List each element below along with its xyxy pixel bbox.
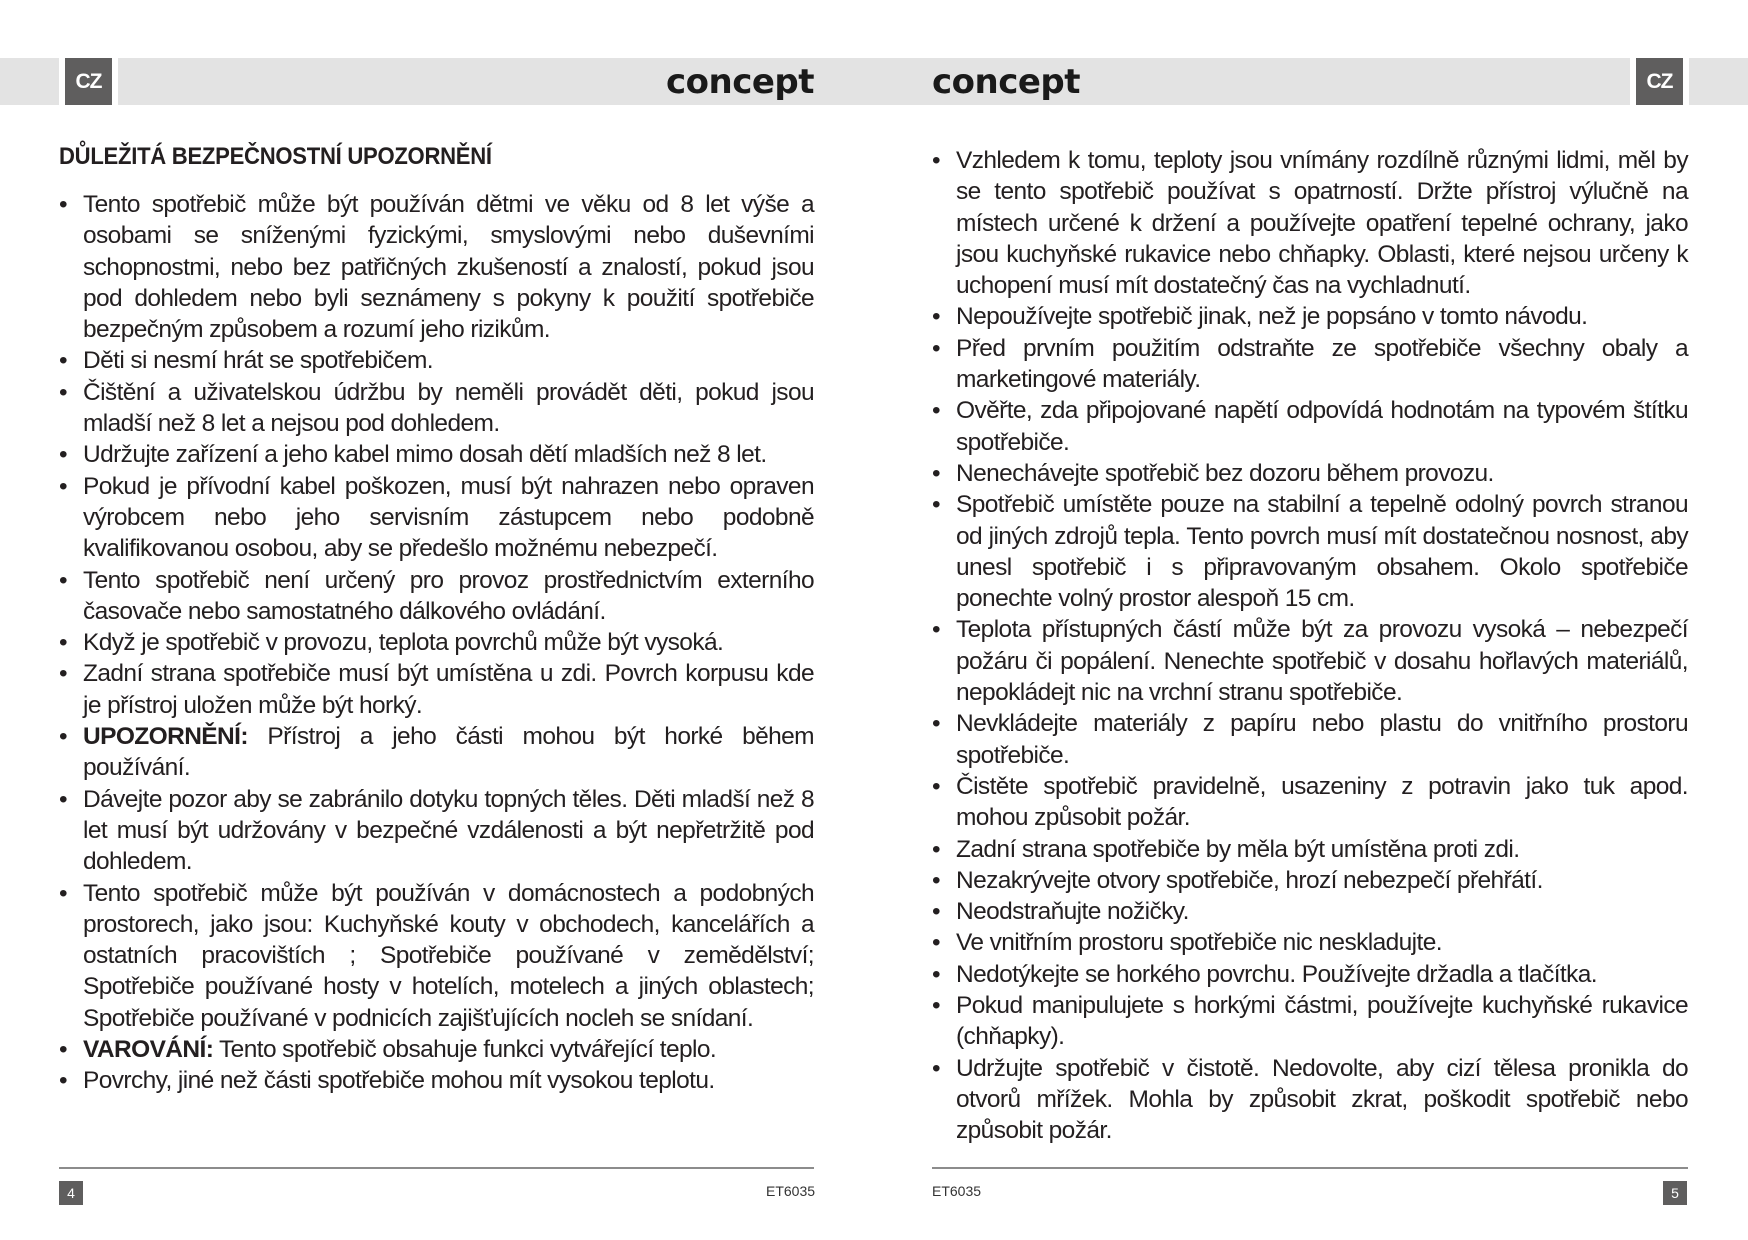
bullet-icon: •: [59, 1067, 67, 1095]
list-item: [59, 439, 814, 470]
list-item: [59, 565, 814, 628]
list-item-text: Před prvním použitím odstraňte ze spotřebiče všechny obaly a marketingové materiály.: [956, 334, 1688, 394]
language-badge-left: CZ: [65, 58, 112, 105]
list-item: [59, 471, 814, 565]
list-item: [59, 784, 814, 878]
list-item-text: Dávejte pozor aby se zabránilo dotyku topných těles. Děti mladší než 8 let musí být udržovány v bezpečné vzdálenosti a být nepřetržitě pod dohledem.: [83, 785, 814, 876]
list-item-text: Neodstraňujte nožičky.: [956, 898, 1189, 926]
bullet-icon: •: [932, 616, 940, 644]
list-item: [932, 708, 1688, 771]
list-item: [932, 959, 1688, 990]
bullet-icon: •: [932, 992, 940, 1020]
bullet-icon: •: [59, 566, 67, 594]
footer-rule-right: [932, 1167, 1688, 1169]
language-badge-right: CZ: [1636, 58, 1683, 105]
safety-list-left: [59, 189, 814, 1097]
list-item-text: Nevkládejte materiály z papíru nebo plastu do vnitřního prostoru spotřebiče.: [956, 710, 1688, 769]
list-item-text: Přístroj a jeho části mohou být horké během používání.: [83, 723, 814, 782]
list-item-text: Děti si nesmí hrát se spotřebičem.: [83, 347, 433, 375]
left-page: [59, 143, 814, 1097]
list-item-text: Ověřte, zda připojované napětí odpovídá hodnotám na typovém štítku spotřebiče.: [956, 397, 1688, 456]
list-item: [59, 721, 814, 784]
list-item: [59, 627, 814, 658]
list-item-text: Tento spotřebič obsahuje funkci vytvářející teplo.: [213, 1036, 717, 1064]
list-item: [59, 377, 814, 440]
brand-logo-right: concept: [932, 61, 1081, 102]
bullet-icon: •: [59, 191, 67, 218]
page-number-right: 5: [1663, 1181, 1687, 1205]
list-item-text: Čistěte spotřebič pravidelně, usazeniny z potravin jako tuk apod. mohou způsobit požár.: [956, 772, 1688, 832]
list-item: [59, 658, 814, 721]
bullet-icon: •: [59, 472, 67, 500]
list-item: [932, 927, 1688, 958]
bullet-icon: •: [59, 378, 67, 406]
list-item-text: Povrchy, jiné než části spotřebiče mohou mít vysokou teplotu.: [83, 1067, 715, 1095]
safety-list-right: [932, 145, 1688, 1147]
list-item-text: Nezakrývejte otvory spotřebiče, hrozí nebezpečí přehřátí.: [956, 866, 1543, 894]
list-item: [932, 395, 1688, 458]
list-item-text: Tento spotřebič může být používán dětmi ve věku od 8 let výše a osobami se sníženými fyzickými, smyslovými nebo duševními schopnostmi, nebo bez patřičných zkušeností a znalostí, pokud jsou pod dohledem nebo byli seznámeny s pokyny k použití spotřebiče bezpečným způsobem a rozumí jeho rizikům.: [83, 191, 814, 344]
bullet-icon: •: [59, 347, 67, 375]
bullet-icon: •: [932, 303, 940, 331]
list-item-text: Ve vnitřním prostoru spotřebiče nic neskladujte.: [956, 929, 1442, 957]
bullet-icon: •: [59, 879, 67, 907]
list-item: [59, 878, 814, 1034]
list-item: [932, 1053, 1688, 1147]
list-item: [932, 990, 1688, 1053]
model-number-left: ET6035: [766, 1183, 816, 1199]
footer-rule-left: [59, 1167, 814, 1169]
model-number-right: ET6035: [932, 1183, 982, 1199]
list-item-text: Čištění a uživatelskou údržbu by neměli provádět děti, pokud jsou mladší než 8 let a nejsou pod dohledem.: [83, 378, 814, 438]
list-item-text: Spotřebič umístěte pouze na stabilní a tepelně odolný povrch stranou od jiných zdrojů tepla. Tento povrch musí mít dostatečnou nosnost, aby unesl spotřebič i s připravovaným obsahem. Okolo spotřebiče ponechte volný prostor alespoň 15 cm.: [956, 491, 1688, 613]
list-item: [932, 834, 1688, 865]
bullet-icon: •: [59, 441, 67, 469]
list-item: [932, 333, 1688, 396]
page-title: DŮLEŽITÁ BEZPEČNOSTNÍ UPOZORNĚNÍ: [59, 143, 492, 170]
bullet-icon: •: [932, 898, 940, 926]
list-item: [932, 489, 1688, 614]
bullet-icon: •: [932, 459, 940, 487]
header-gap: [1683, 58, 1689, 105]
bullet-icon: •: [932, 835, 940, 863]
list-item-text: Tento spotřebič není určený pro provoz prostřednictvím externího časovače nebo samostatného dálkového ovládání.: [83, 566, 814, 625]
warning-label: VAROVÁNÍ:: [83, 1036, 214, 1064]
brand-logo-left: concept: [666, 61, 815, 102]
bullet-icon: •: [59, 660, 67, 688]
page-number-left: 4: [59, 1181, 83, 1205]
list-item-text: Nenechávejte spotřebič bez dozoru během provozu.: [956, 459, 1494, 487]
list-item-text: Vzhledem k tomu, teploty jsou vnímány rozdílně různými lidmi, měl by se tento spotřebič používat s opatrností. Držte přístroj výlučně na místech určené k držení a používejte opatření tepelné ochrany, jako jsou kuchyňské rukavice nebo chňapky. Oblasti, které nejsou určeny k uchopení musí mít dostatečný čas na vychladnutí.: [956, 147, 1688, 300]
header-band: [0, 58, 1748, 105]
header-gap: [112, 58, 118, 105]
list-item: [932, 301, 1688, 332]
bullet-icon: •: [59, 1036, 67, 1064]
bullet-icon: •: [932, 866, 940, 894]
bullet-icon: •: [932, 929, 940, 957]
list-item-text: Nedotýkejte se horkého povrchu. Používejte držadla a tlačítka.: [956, 960, 1598, 988]
bullet-icon: •: [932, 491, 940, 519]
list-item-text: Zadní strana spotřebiče by měla být umístěna proti zdi.: [956, 835, 1520, 863]
bullet-icon: •: [932, 334, 940, 362]
bullet-icon: •: [932, 772, 940, 800]
bullet-icon: •: [932, 710, 940, 738]
list-item-text: Udržujte zařízení a jeho kabel mimo dosah dětí mladších než 8 let.: [83, 441, 767, 469]
list-item-text: Nepoužívejte spotřebič jinak, než je popsáno v tomto návodu.: [956, 303, 1588, 331]
bullet-icon: •: [932, 397, 940, 425]
list-item-text: Teplota přístupných částí může být za provozu vysoká – nebezpečí požáru či popálení. Nenechte spotřebič v dosahu hořlavých materiálů, nepokládejt nic na vrchní stranu spotřebiče.: [956, 616, 1688, 707]
list-item: [932, 771, 1688, 834]
bullet-icon: •: [932, 147, 940, 174]
bullet-icon: •: [59, 629, 67, 657]
list-item: [59, 189, 814, 345]
list-item-text: Udržujte spotřebič v čistotě. Nedovolte, aby cizí tělesa pronikla do otvorů mřížek. Mohla by způsobit zkrat, poškodit spotřebič nebo způsobit požár.: [956, 1054, 1688, 1145]
list-item: [59, 1065, 814, 1096]
bullet-icon: •: [932, 1054, 940, 1082]
bullet-icon: •: [59, 785, 67, 813]
list-item-text: Zadní strana spotřebiče musí být umístěna u zdi. Povrch korpusu kde je přístroj uložen může být horký.: [83, 660, 814, 719]
warning-label: UPOZORNĚNÍ:: [83, 723, 248, 751]
list-item: [932, 458, 1688, 489]
list-item: [932, 865, 1688, 896]
list-item-text: Pokud je přívodní kabel poškozen, musí být nahrazen nebo opraven výrobcem nebo jeho servisním zástupcem nebo podobně kvalifikovanou osobou, aby se předešlo možnému nebezpečí.: [83, 472, 814, 563]
list-item-text: Pokud manipulujete s horkými částmi, používejte kuchyňské rukavice (chňapky).: [956, 992, 1688, 1051]
list-item: [59, 345, 814, 376]
bullet-icon: •: [932, 960, 940, 988]
right-page: [932, 145, 1688, 1147]
list-item: [932, 896, 1688, 927]
list-item-text: Když je spotřebič v provozu, teplota povrchů může být vysoká.: [83, 629, 724, 657]
list-item-text: Tento spotřebič může být používán v domácnostech a podobných prostorech, jako jsou: Kuchyňské kouty v obchodech, kancelářích a ostatních pracovištích ; Spotřebiče používané v zemědělství; Spotřebiče používané hosty v hotelích, motelech a jiných oblastech; Spotřebiče používané v podnicích zajišťujících nocleh se snídaní.: [83, 879, 814, 1032]
list-item: [59, 1034, 814, 1065]
list-item: [932, 614, 1688, 708]
bullet-icon: •: [59, 723, 67, 751]
list-item: [932, 145, 1688, 301]
